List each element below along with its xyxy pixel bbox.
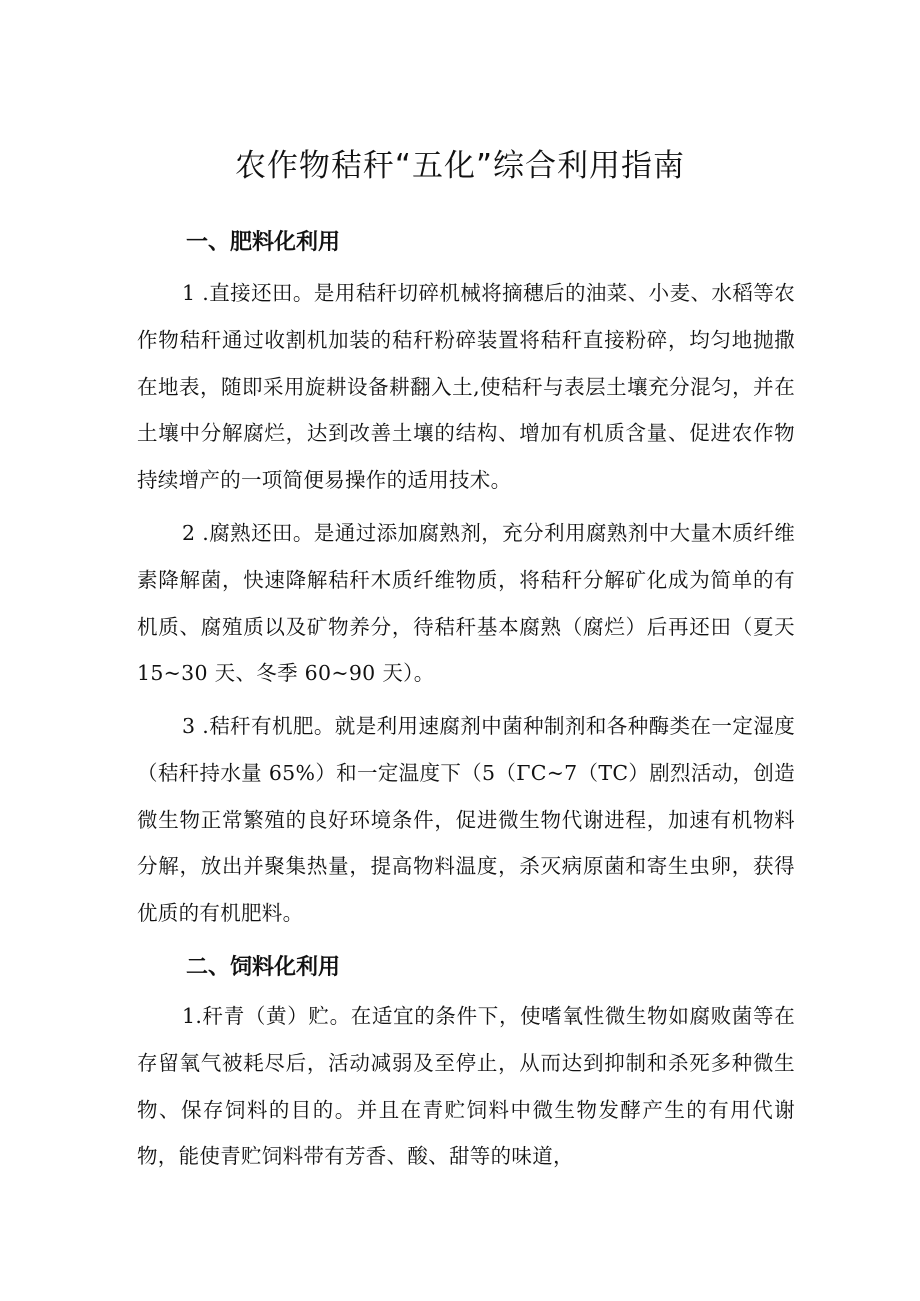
paragraph-direct-return: 1 .直接还田。是用秸秆切碎机械将摘穗后的油菜、小麦、水稻等农作物秸秆通过收割机加装的秸秆粉碎装置将秸秆直接粉碎，均匀地抛撒在地表，随即采用旋耕设备耕翻入土,使秸秆与表层土壤充分混匀，并在土壤中分解腐烂，达到改善土壤的结构、增加有机质含量、促进农作物持续增产的一项简便易操作的适用技术。 bbox=[137, 281, 795, 493]
section-heading-feed: 二、饲料化利用 bbox=[186, 955, 341, 980]
paragraph-silage: 1.秆青（黄）贮。在适宜的条件下，使嗜氧性微生物如腐败菌等在存留氧气被耗尽后，活动减弱及至停止，从而达到抑制和杀死多种微生物、保存饲料的目的。并且在青贮饲料中微生物发酵产生的有用代谢物，能使青贮饲料带有芳香、酸、甜等的味道， bbox=[137, 1004, 795, 1169]
section-heading-fertilizer: 一、肥料化利用 bbox=[186, 230, 341, 255]
paragraph-organic-fertilizer: 3 .秸秆有机肥。就是利用速腐剂中菌种制剂和各种酶类在一定湿度（秸秆持水量 65%）和一定温度下（5（ΓC~7（TC）剧烈活动，创造微生物正常繁殖的良好环境条件，促进微生物代谢进程，加速有机物料分解，放出并聚集热量，提高物料温度，杀灭病原菌和寄生虫卵，获得优质的有机肥料。 bbox=[137, 714, 795, 926]
document-title: 农作物秸秆“五化”综合利用指南 bbox=[234, 148, 686, 184]
paragraph-decomposed-return: 2 .腐熟还田。是通过添加腐熟剂，充分利用腐熟剂中大量木质纤维素降解菌，快速降解秸秆木质纤维物质，将秸秆分解矿化成为简单的有机质、腐殖质以及矿物养分，待秸秆基本腐熟（腐烂）后再还田（夏天 15~30 天、冬季 60~90 天）。 bbox=[137, 521, 795, 686]
